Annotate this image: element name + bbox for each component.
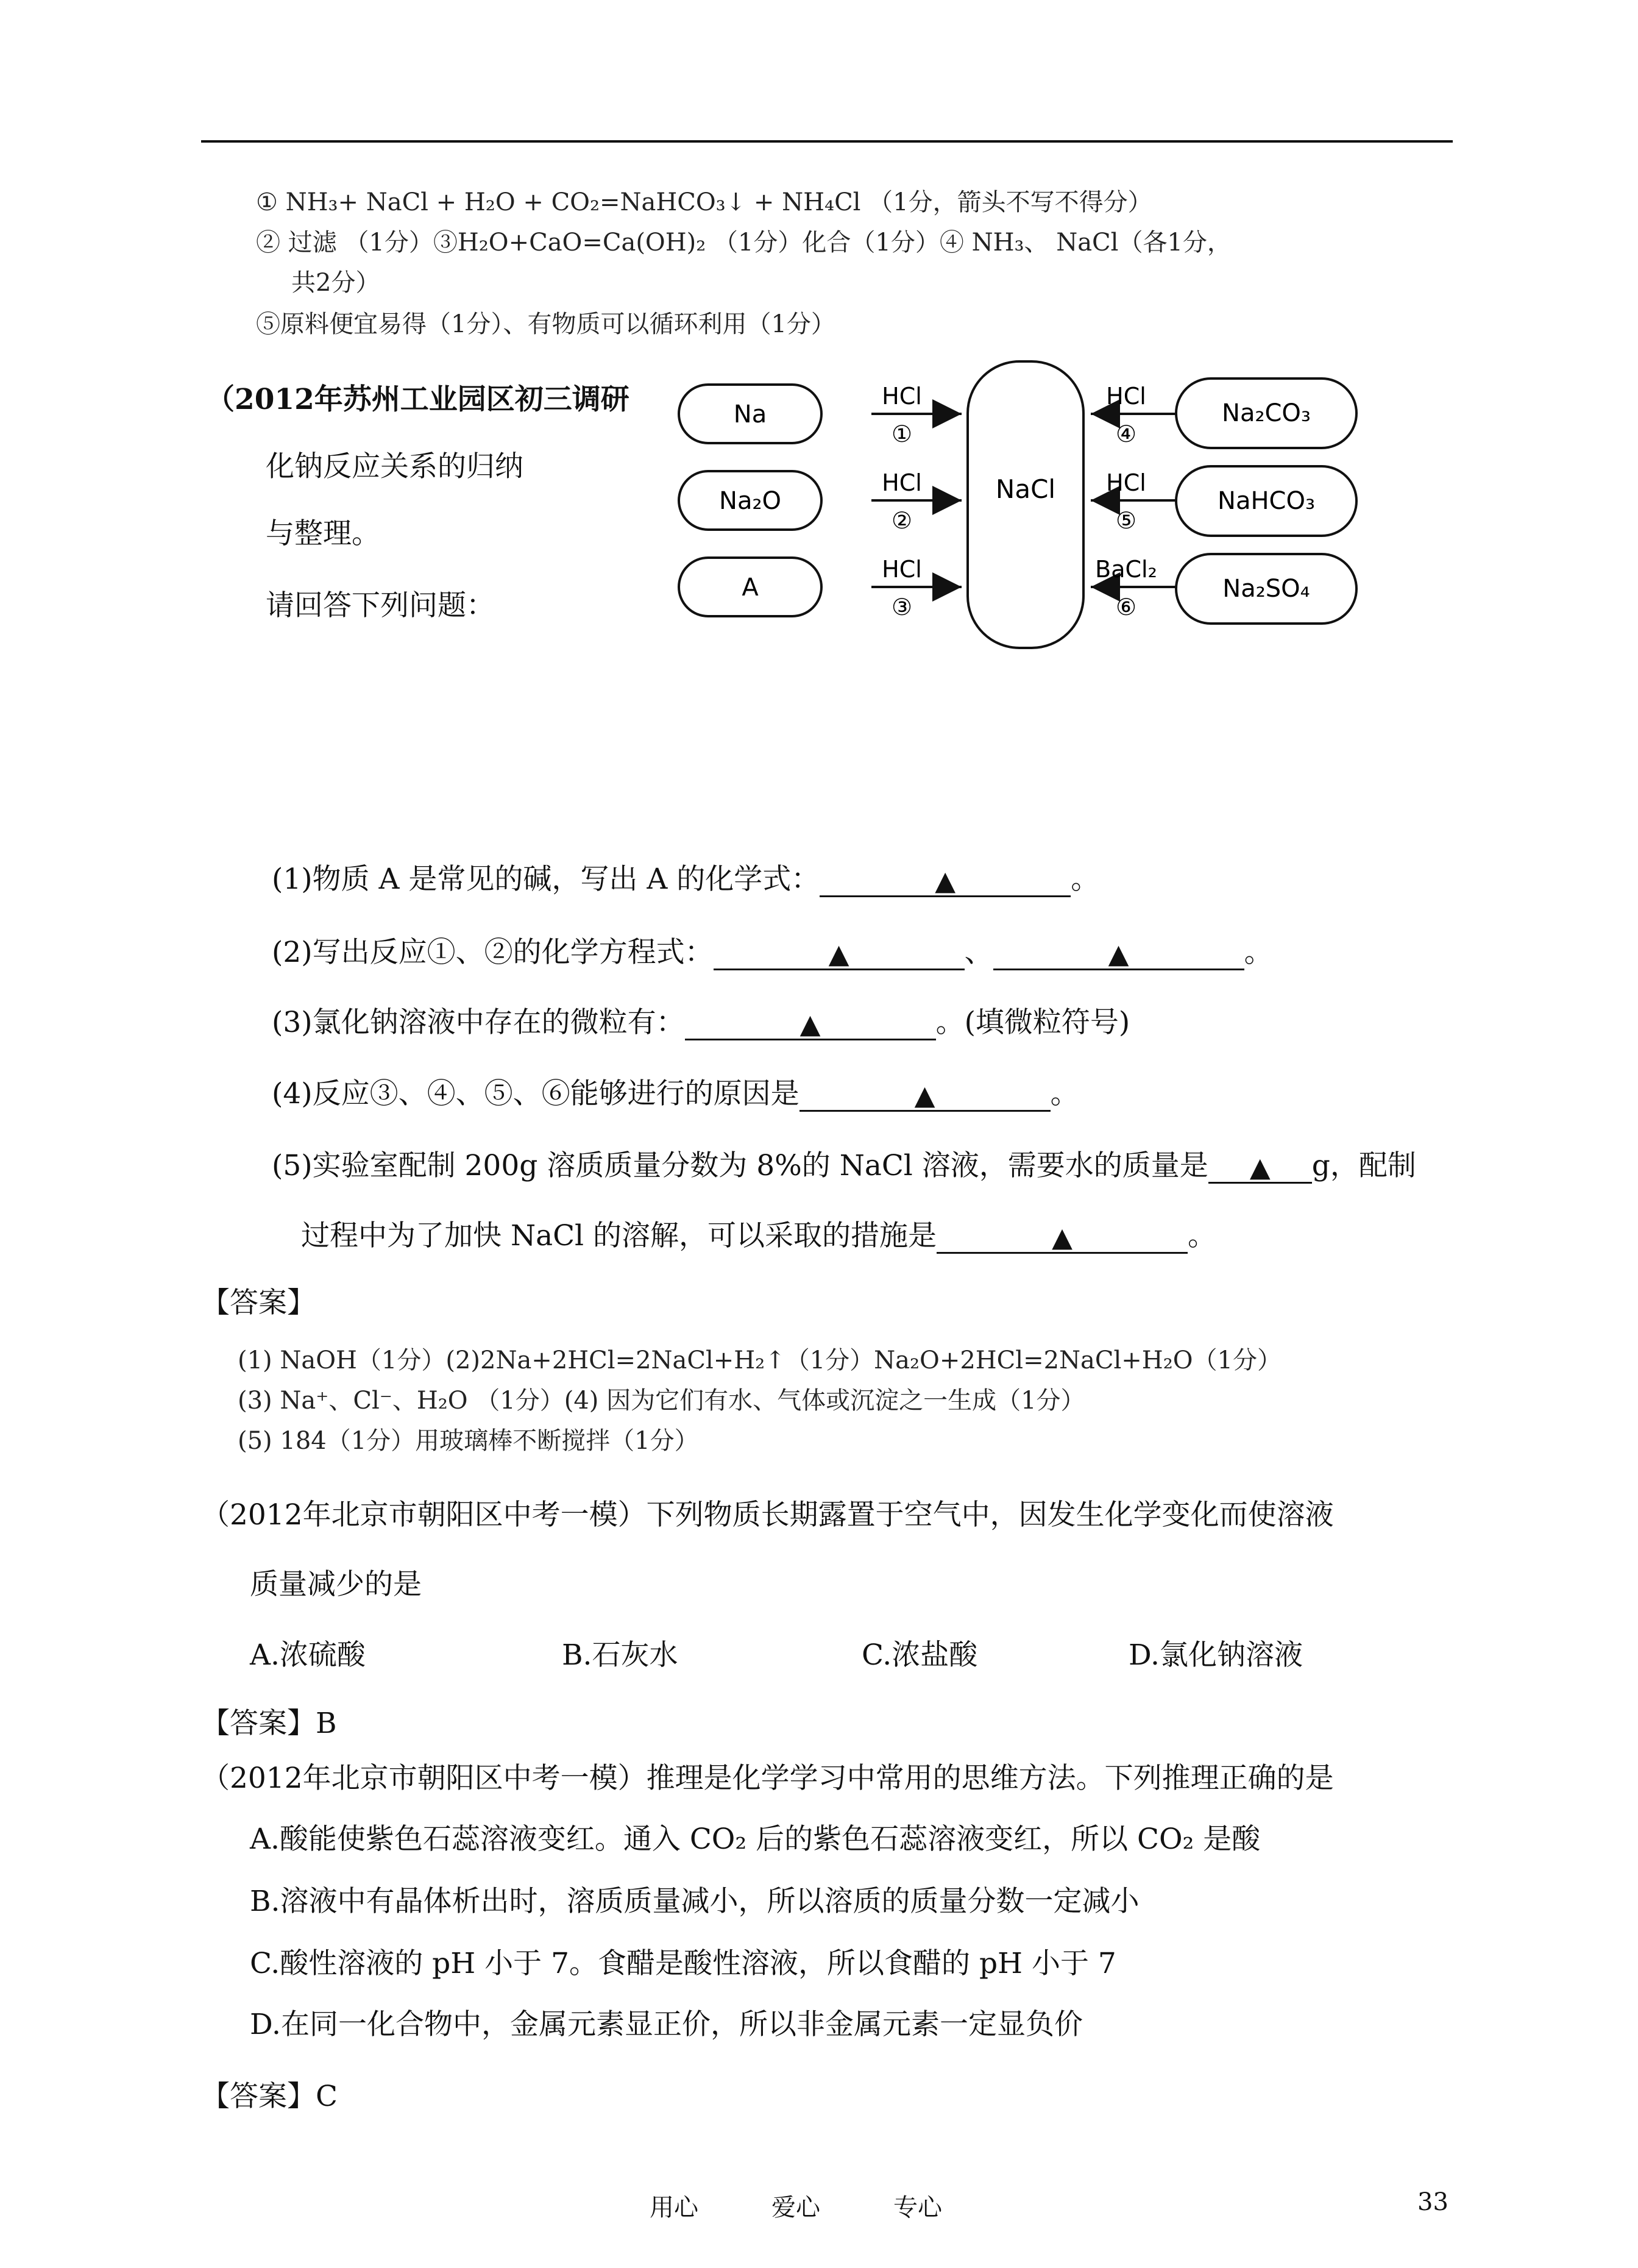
top-rule — [201, 140, 1453, 143]
right-box-1-label: Na₂CO₃ — [1222, 399, 1311, 427]
triangle-mark: ▲ — [935, 866, 956, 897]
q1-answer-line-1: (1) NaOH（1分）(2)2Na+2HCl=2NaCl+H₂↑（1分）Na₂O+2HCl=2NaCl+H₂O（1分） — [238, 1346, 1282, 1374]
q1-answer-line-3: (5) 184（1分）用玻璃棒不断搅拌（1分） — [238, 1427, 699, 1455]
triangle-mark: ▲ — [828, 939, 849, 970]
q1-answer-line-2: (3) Na⁺、Cl⁻、H₂O （1分）(4) 因为它们有水、气体或沉淀之一生成（1分） — [238, 1387, 1085, 1415]
answer-blank[interactable] — [800, 1078, 1051, 1112]
q1-intro-2: 化钠反应关系的归纳 — [266, 450, 523, 483]
triangle-mark: ▲ — [800, 1009, 821, 1040]
q2-option-b: B.石灰水 — [562, 1638, 678, 1672]
right-row-3 — [1091, 554, 1356, 624]
q3-option-d: D.在同一化合物中，金属元素显正价，所以非金属元素一定显负价 — [250, 2008, 1083, 2041]
q2-option-d: D.氯化钠溶液 — [1129, 1638, 1303, 1672]
q1-sub3-end: 。(填微粒符号) — [935, 1006, 1130, 1039]
left-reagent-3: HCl — [882, 556, 922, 583]
q1-sub1 — [272, 856, 1099, 897]
q1-sub5-line2 — [301, 1213, 1216, 1254]
right-box-2-label: NaHCO₃ — [1218, 487, 1315, 515]
q3-stem: （2012年北京市朝阳区中考一模）推理是化学学习中常用的思维方法。下列推理正确的是 — [201, 1761, 1334, 1795]
triangle-mark: ▲ — [1249, 1152, 1271, 1183]
q1-intro-1: （2012年苏州工业园区初三调研 — [206, 383, 629, 416]
left-row-2 — [679, 469, 962, 534]
q1-sub1-end: 。 — [1071, 862, 1100, 896]
left-num-1: ① — [891, 421, 913, 447]
q2-stem-2: 质量减少的是 — [250, 1568, 422, 1601]
right-row-1 — [1091, 379, 1356, 448]
q1-intro-3: 与整理。 — [266, 517, 380, 550]
right-num-3: ⑥ — [1115, 594, 1137, 620]
right-reagent-2: HCl — [1106, 469, 1146, 496]
triangle-mark: ▲ — [1108, 939, 1129, 970]
answer-blank[interactable] — [820, 864, 1071, 897]
prev-answer-line-4: ⑤原料便宜易得（1分）、有物质可以循环利用（1分） — [256, 310, 835, 338]
right-box-3-label: Na₂SO₄ — [1222, 575, 1310, 603]
q1-sub2 — [272, 930, 1273, 970]
left-box-1-label: Na — [733, 400, 767, 428]
footer-item-1: 用心 — [650, 2194, 698, 2222]
q1-sub5-unit: g，配制 — [1311, 1149, 1416, 1182]
left-num-3: ③ — [891, 594, 913, 620]
right-reagent-3: BaCl₂ — [1095, 556, 1157, 583]
left-reagent-2: HCl — [882, 469, 922, 496]
footer-item-3: 专心 — [893, 2194, 942, 2222]
q1-sub4-text: (4)反应③、④、⑤、⑥能够进行的原因是 — [272, 1077, 800, 1111]
q1-answer-label: 【答案】 — [201, 1286, 316, 1320]
center-label: NaCl — [995, 474, 1056, 504]
q1-sub5-text: (5)实验室配制 200g 溶质质量分数为 8%的 NaCl 溶液，需要水的质量是 — [272, 1149, 1208, 1182]
q3-option-a: A.酸能使紫色石蕊溶液变红。通入 CO₂ 后的紫色石蕊溶液变红，所以 CO₂ 是酸 — [250, 1822, 1261, 1856]
right-row-2 — [1091, 466, 1356, 536]
page-number: 33 — [1417, 2188, 1448, 2216]
left-num-2: ② — [891, 507, 913, 534]
right-num-2: ⑤ — [1115, 507, 1137, 534]
answer-blank[interactable] — [714, 937, 965, 970]
q1-sub2-text: (2)写出反应①、②的化学方程式： — [272, 936, 714, 969]
q3-option-b: B.溶液中有晶体析出时，溶质质量减小，所以溶质的质量分数一定减小 — [250, 1885, 1140, 1918]
center-box — [968, 361, 1083, 648]
left-row-3 — [679, 556, 962, 620]
q1-sub2-sep: 、 — [964, 936, 993, 969]
q1-sub5-text2: 过程中为了加快 NaCl 的溶解，可以采取的措施是 — [301, 1219, 937, 1253]
q2-option-a: A.浓硫酸 — [250, 1638, 366, 1672]
answer-blank[interactable] — [937, 1220, 1188, 1254]
answer-blank[interactable] — [993, 937, 1244, 970]
q1-sub3 — [272, 1000, 1130, 1040]
prev-answer-line-3: 共2分） — [291, 269, 380, 297]
answer-blank[interactable] — [685, 1007, 936, 1040]
right-num-1: ④ — [1115, 421, 1137, 447]
triangle-mark: ▲ — [914, 1080, 935, 1111]
left-box-3-label: A — [742, 574, 759, 602]
q1-sub5-line1 — [272, 1143, 1416, 1184]
prev-answer-line-2: ② 过滤 （1分）③H₂O+CaO=Ca(OH)₂ （1分）化合（1分）④ NH₃、 NaCl（各1分， — [256, 229, 1232, 257]
q1-sub3-text: (3)氯化钠溶液中存在的微粒有： — [272, 1006, 685, 1039]
q1-sub5-end: 。 — [1188, 1219, 1217, 1253]
q1-sub2-end: 。 — [1244, 936, 1273, 969]
q3-answer: 【答案】C — [201, 2080, 338, 2113]
left-row-1 — [679, 383, 962, 447]
footer-item-2: 爱心 — [771, 2194, 820, 2222]
right-reagent-1: HCl — [1106, 383, 1146, 410]
q2-answer: 【答案】B — [201, 1707, 337, 1740]
q1-sub1-text: (1)物质 A 是常见的碱，写出 A 的化学式： — [272, 862, 820, 896]
q2-stem-1: （2012年北京市朝阳区中考一模）下列物质长期露置于空气中，因发生化学变化而使溶液 — [201, 1498, 1334, 1532]
q2-option-c: C.浓盐酸 — [862, 1638, 978, 1672]
q1-sub4 — [272, 1071, 1079, 1112]
q3-option-c: C.酸性溶液的 pH 小于 7。食醋是酸性溶液，所以食醋的 pH 小于 7 — [250, 1947, 1116, 1980]
reaction-diagram — [670, 357, 1377, 661]
q1-sub4-end: 。 — [1050, 1077, 1079, 1111]
left-reagent-1: HCl — [882, 383, 922, 410]
answer-blank[interactable] — [1208, 1150, 1312, 1184]
prev-answer-line-1: ① NH₃+ NaCl + H₂O + CO₂=NaHCO₃↓ + NH₄Cl （1分，箭头不写不得分） — [256, 188, 1152, 216]
triangle-mark: ▲ — [1052, 1222, 1072, 1253]
q1-intro-4: 请回答下列问题： — [266, 589, 495, 622]
left-box-2-label: Na₂O — [719, 487, 781, 515]
